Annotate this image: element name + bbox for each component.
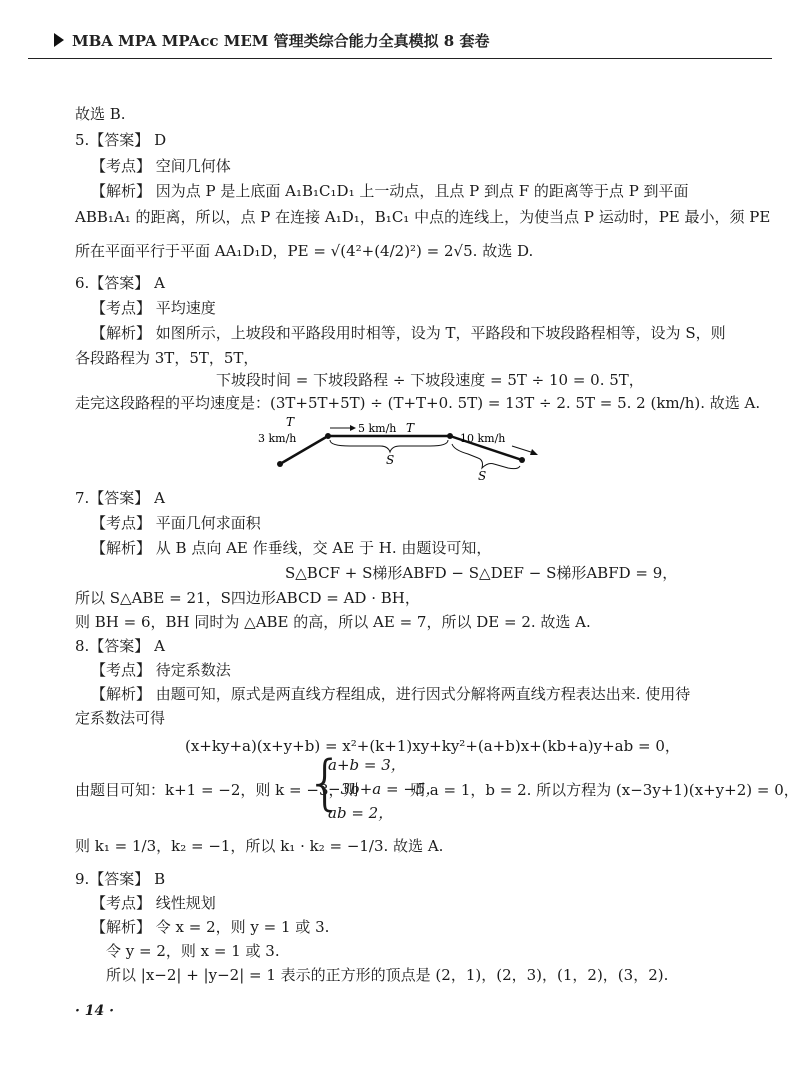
text-line: 则 a = 1，b = 2. 所以方程为 (x−3y+1)(x+y+2) = 0， xyxy=(410,781,799,799)
fig-label-s1: S xyxy=(386,453,395,467)
formula-line-area: S△BCF + S梯形ABFD − S△DEF − S梯形ABFD = 9， xyxy=(285,564,678,582)
analysis-line-q6: 【解析】 如图所示，上坡段和平路段用时相等，设为 T，平路段和下坡段路程相等，设为 S，则 xyxy=(91,324,726,342)
fig-label-speed1: 3 km/h xyxy=(258,432,297,445)
analysis-line-q7: 【解析】 从 B 点向 AE 作垂线，交 AE 于 H. 由题设可知， xyxy=(91,539,492,557)
fig-label-t1: T xyxy=(286,415,295,429)
text-line: 定系数法可得 xyxy=(75,709,166,727)
text-line: 各段路程为 3T，5T，5T， xyxy=(75,349,259,367)
answer-line-q8: 8.【答案】 A xyxy=(75,637,165,655)
text-line: 所以 |x−2| + |y−2| = 1 表示的正方形的顶点是 (2，1)，(2，3)，(1，2)，(3，2). xyxy=(106,966,669,984)
formula-line-expand: (x+ky+a)(x+y+b) = x²+(k+1)xy+ky²+(a+b)x+(kb+a)y+ab = 0， xyxy=(185,737,680,755)
fig-label-t2: T xyxy=(406,421,415,435)
arrow-head-icon xyxy=(350,425,356,431)
arrow-icon xyxy=(512,446,534,453)
fig-label-speed3: 10 km/h xyxy=(460,432,506,445)
text-line: 故选 B. xyxy=(75,105,126,123)
analysis-line-q9: 【解析】 令 x = 2，则 y = 1 或 3. xyxy=(91,918,330,936)
text-line: 则 BH = 6，BH 同时为 △ABE 的高，所以 AE = 7，所以 DE = 2. 故选 A. xyxy=(75,613,591,631)
start-point xyxy=(277,461,283,467)
formula-line-pe: 所在平面平行于平面 AA₁D₁D，PE = √(4²+(4/2)²) = 2√5. 故选 D. xyxy=(75,242,534,260)
running-header xyxy=(28,24,772,59)
topic-line-q9: 【考点】 线性规划 xyxy=(91,894,216,912)
fig-label-speed2: 5 km/h xyxy=(358,422,397,435)
formula-line-slopes: 则 k₁ = 1/3，k₂ = −1，所以 k₁ · k₂ = −1/3. 故选 A. xyxy=(75,837,444,855)
slope-diagram xyxy=(250,414,560,482)
answer-line-q5: 5.【答案】 D xyxy=(75,131,167,149)
system-row-3: ab = 2， xyxy=(328,804,394,822)
answer-line-q6: 6.【答案】 A xyxy=(75,274,165,292)
text-line: 令 y = 2，则 x = 1 或 3. xyxy=(106,942,280,960)
topic-line-q6: 【考点】 平均速度 xyxy=(91,299,216,317)
end-point xyxy=(519,457,525,463)
left-brace-icon: { xyxy=(306,748,345,818)
system-row-2: −3b+a = −5， xyxy=(328,780,441,798)
arrow-head-icon xyxy=(530,449,538,455)
topic-line-q7: 【考点】 平面几何求面积 xyxy=(91,514,261,532)
analysis-line-q5: 【解析】 因为点 P 是上底面 A₁B₁C₁D₁ 上一动点，且点 P 到点 F 的距离等于点 P 到平面 xyxy=(91,182,689,200)
topic-line-q5: 【考点】 空间几何体 xyxy=(91,157,231,175)
text-line: ABB₁A₁ 的距离，所以，点 P 在连接 A₁D₁，B₁C₁ 中点的连线上，为使当点 P 运动时，PE 最小，须 PE xyxy=(75,208,771,226)
topic-line-q8: 【考点】 待定系数法 xyxy=(91,661,231,679)
fig-label-s2: S xyxy=(478,469,487,482)
header-title: MBA MPA MPAcc MEM 管理类综合能力全真模拟 8 套卷 xyxy=(72,32,490,50)
text-line: 由题目可知：k+1 = −2，则 k = −3，则 xyxy=(75,781,359,799)
triangle-bullet-icon xyxy=(54,33,64,47)
text-line: 所以 S△ABE = 21，S四边形ABCD = AD · BH， xyxy=(75,589,420,607)
page-number: · 14 · xyxy=(75,1003,114,1019)
top-left-point xyxy=(325,433,331,439)
formula-line-time: 下坡段时间 = 下坡段路程 ÷ 下坡段速度 = 5T ÷ 10 = 0. 5T， xyxy=(216,371,644,389)
brace-flat xyxy=(330,440,448,452)
answer-line-q9: 9.【答案】 B xyxy=(75,870,166,888)
system-row-1: a+b = 3， xyxy=(328,756,406,774)
top-right-point xyxy=(447,433,453,439)
analysis-line-q8: 【解析】 由题可知，原式是两直线方程组成，进行因式分解将两直线方程表达出来. 使用待 xyxy=(91,685,691,703)
answer-line-q7: 7.【答案】 A xyxy=(75,489,165,507)
formula-line-avg-speed: 走完这段路程的平均速度是：(3T+5T+5T) ÷ (T+T+0. 5T) = 13T ÷ 2. 5T = 5. 2 (km/h). 故选 A. xyxy=(75,394,761,412)
